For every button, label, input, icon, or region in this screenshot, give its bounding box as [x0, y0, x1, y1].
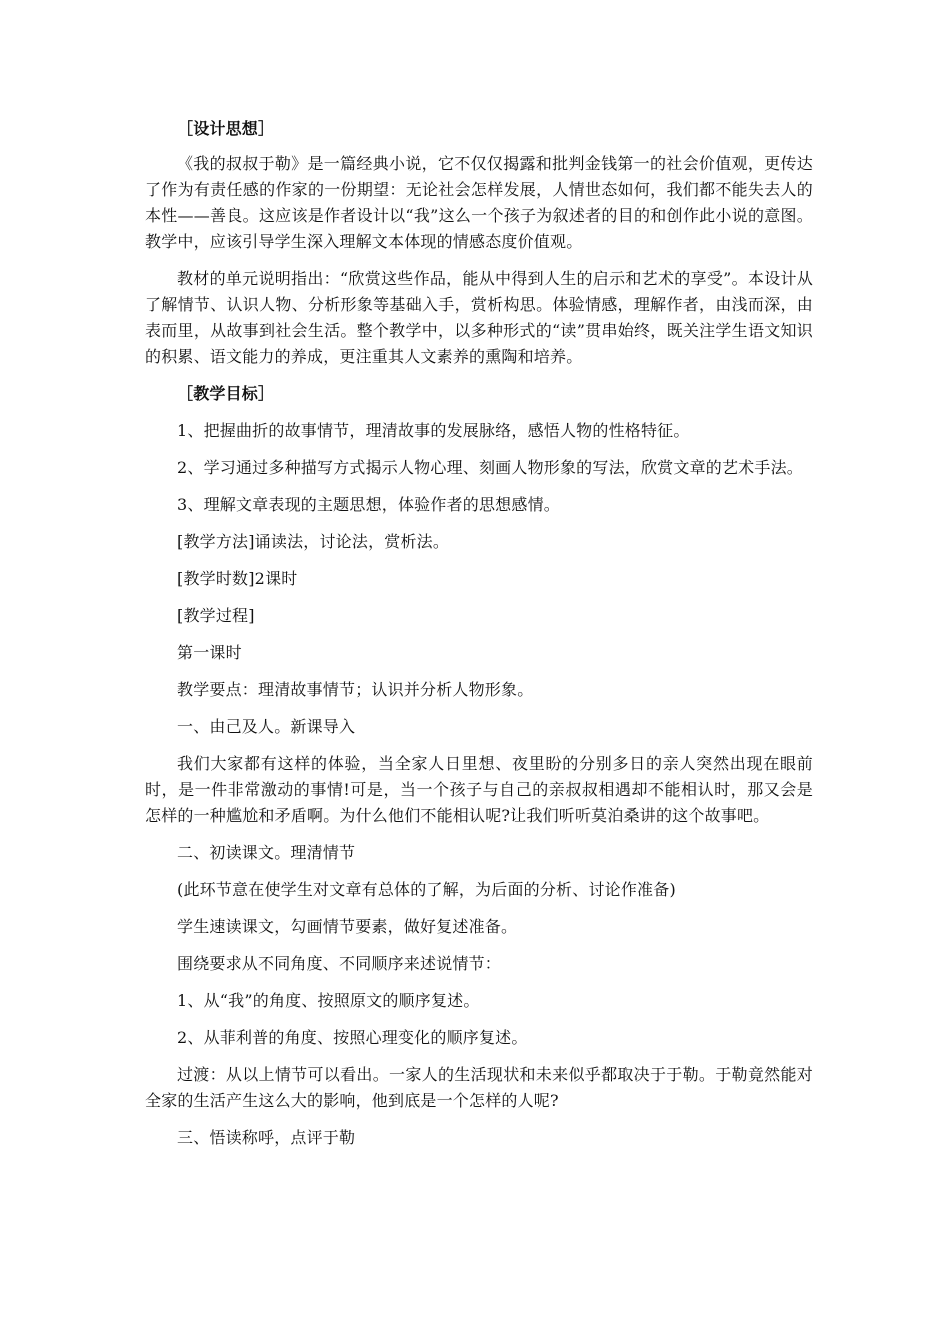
teaching-process: [教学过程]: [177, 606, 255, 625]
step2-item-c: 1、从“我”的角度、按照原文的顺序复述。: [177, 991, 480, 1010]
design-paragraph-1: 《我的叔叔于勒》是一篇经典小说，它不仅仅揭露和批判金钱第一的社会价值观，更传达了作为有责任感的作家的一份期望：无论社会怎样发展，人情世态如何，我们都不能失去人的本性——善良。这应该是作者设计以“我”这么一个孩子为叙述者的目的和创作此小说的意图。教学中，应该引导学生深入理解文本体现的情感态度价值观。: [145, 154, 813, 251]
goal-item-3: 3、理解文章表现的主题思想，体验作者的思想感情。: [177, 495, 560, 514]
teaching-method: [教学方法]诵读法，讨论法，赏析法。: [177, 532, 450, 551]
lesson-title: 第一课时: [177, 643, 242, 662]
step2-item-b: 围绕要求从不同角度、不同顺序来述说情节：: [177, 954, 502, 973]
goal-item-1: 1、把握曲折的故事情节，理清故事的发展脉络，感悟人物的性格特征。: [177, 421, 690, 440]
design-heading: ［设计思想］: [177, 119, 275, 138]
key-points: 教学要点：理清故事情节；认识并分析人物形象。: [177, 680, 534, 699]
transition-paragraph: 过渡：从以上情节可以看出。一家人的生活现状和未来似乎都取决于于勒。于勒竟然能对全家的生活产生这么大的影响，他到底是一个怎样的人呢?: [145, 1065, 813, 1110]
step1-text: 我们大家都有这样的体验，当全家人日里想、夜里盼的分别多日的亲人突然出现在眼前时，是一件非常激动的事情!可是，当一个孩子与自己的亲叔叔相遇却不能相认时，那又会是怎样的一种尴尬和矛盾啊。为什么他们不能相认呢?让我们听听莫泊桑讲的这个故事吧。: [145, 754, 813, 825]
document-page: [145, 116, 813, 1151]
step3-title: 三、悟读称呼，点评于勒: [177, 1128, 356, 1147]
step2-title: 二、初读课文。理清情节: [177, 843, 356, 862]
step2-item-a: 学生速读课文，勾画情节要素，做好复述准备。: [177, 917, 518, 936]
step2-item-d: 2、从菲利普的角度、按照心理变化的顺序复述。: [177, 1028, 528, 1047]
goals-heading: ［教学目标］: [177, 384, 275, 403]
goal-item-2: 2、学习通过多种描写方式揭示人物心理、刻画人物形象的写法，欣赏文章的艺术手法。: [177, 458, 803, 477]
step2-note: (此环节意在使学生对文章有总体的了解，为后面的分析、讨论作准备): [177, 880, 676, 899]
teaching-hours: [教学时数]2课时: [177, 569, 298, 588]
design-paragraph-2: 教材的单元说明指出：“欣赏这些作品，能从中得到人生的启示和艺术的享受”。本设计从了解情节、认识人物、分析形象等基础入手，赏析构思。体验情感，理解作者，由浅而深，由表而里，从故事到社会生活。整个教学中，以多种形式的“读”贯串始终，既关注学生语文知识的积累、语文能力的养成，更注重其人文素养的熏陶和培养。: [145, 269, 813, 366]
step1-title: 一、由己及人。新课导入: [177, 717, 356, 736]
